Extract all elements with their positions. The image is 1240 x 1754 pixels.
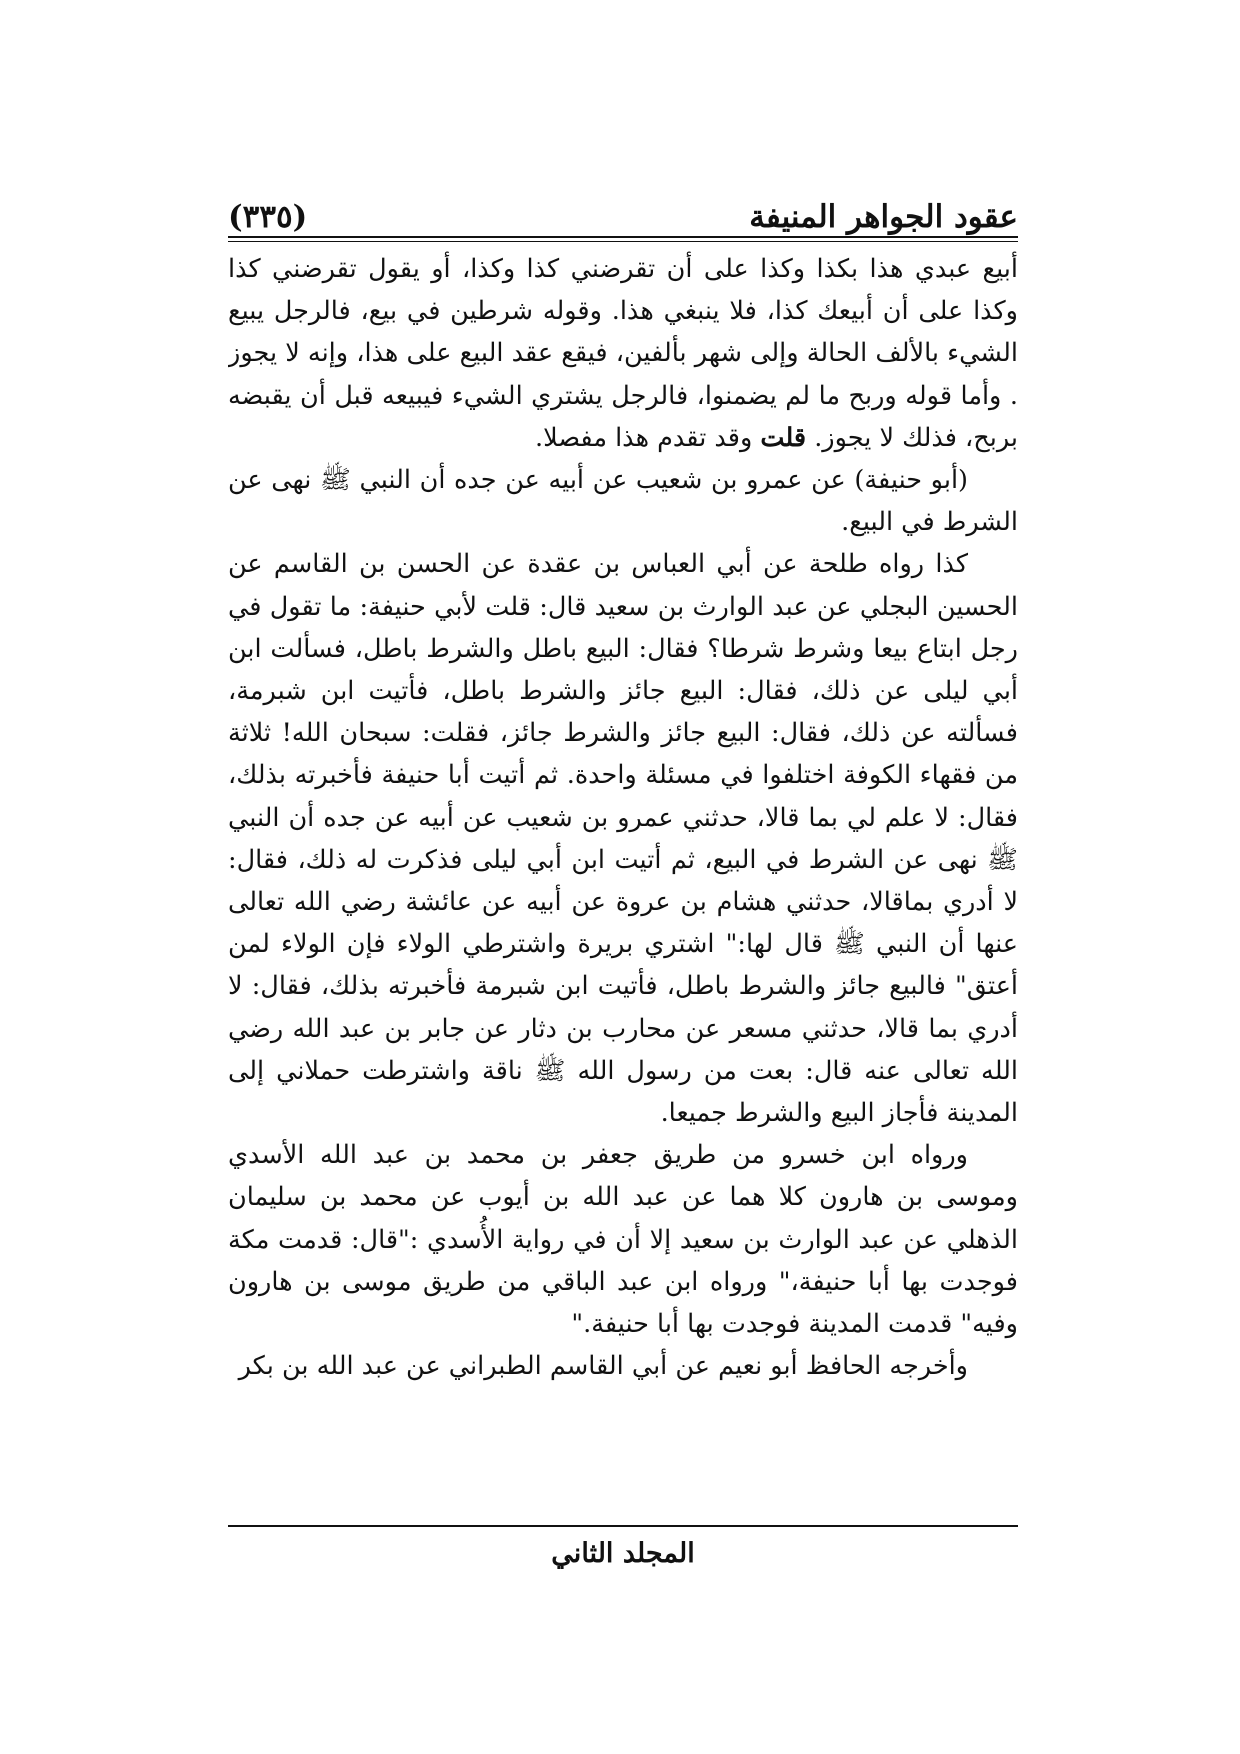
paragraph-1-text: أبيع عبدي هذا بكذا وكذا على أن تقرضني كذا وكذا، أو يقول تقرضني كذا وكذا على أن أبيعك كذا، فلا ينبغي هذا. وقوله شرطين في بيع، فالرجل يبيع الشيء بالألف الحالة وإلى شهر بألفين، فيقع عقد البيع على هذا، وإنه لا يجوز . وأما قوله وربح ما لم يضمنوا، فالرجل يشتري الشيء فيبيعه قبل أن يقبضه بربح، فذلك لا يجوز. [228,254,1018,453]
bold-qultu: قلت [760,422,807,453]
paragraph-2: (أبو حنيفة) عن عمرو بن شعيب عن أبيه عن جده أن النبي ﷺ نهى عن الشرط في البيع. [228,465,1018,538]
volume-footer: المجلد الثاني [551,1538,695,1569]
footer-rule [228,1525,1018,1527]
paragraph-3: كذا رواه طلحة عن أبي العباس بن عقدة عن الحسن بن القاسم عن الحسين البجلي عن عبد الوارث بن سعيد قال: قلت لأبي حنيفة: ما تقول في رجل ابتاع بيعا وشرط شرطا؟ فقال: البيع باطل والشرط باطل، فسألت ابن أبي ليلى عن ذلك، فقال: البيع جائز والشرط باطل، فأتيت ابن شبرمة، فسألته عن ذلك، فقال: البيع جائز والشرط جائز، فقلت: سبحان الله! ثلاثة من فقهاء الكوفة اختلفوا في مسئلة واحدة. ثم أتيت أبا حنيفة فأخبرته بذلك، فقال: لا علم لي بما قالا، حدثني عمرو بن شعيب عن أبيه عن جده أن النبي ﷺ نهى عن الشرط في البيع، ثم أتيت ابن أبي ليلى فذكرت له ذلك، فقال: لا أدري بماقالا، حدثني هشام بن عروة عن أبيه عن عائشة رضي الله تعالى عنها أن النبي ﷺ قال لها:" اشتري بريرة واشترطي الولاء فإن الولاء لمن أعتق" فالبيع جائز والشرط باطل، فأتيت ابن شبرمة فأخبرته بذلك، فقال: لا أدري بما قالا، حدثني مسعر عن محارب بن دثار عن جابر بن عبد الله رضي الله تعالى عنه قال: بعت من رسول الله ﷺ ناقة واشترطت حملاني إلى المدينة فأجاز البيع والشرط جميعا. [228,549,1018,1129]
paragraph-4: ورواه ابن خسرو من طريق جعفر بن محمد بن عبد الله الأسدي وموسى بن هارون كلا هما عن عبد الله بن أيوب عن محمد بن سليمان الذهلي عن عبد الوارث بن سعيد إلا أن في رواية الأُسدي :"قال: قدمت مكة فوجدت بها أبا حنيفة،" ورواه ابن عبد الباقي من طريق موسى بن هارون وفيه" قدمت المدينة فوجدت بها أبا حنيفة." [228,1140,1018,1340]
header-rule-thin [228,241,1018,242]
page-header [228,190,1018,236]
paragraph-1 [228,248,1018,459]
paragraph-5: وأخرجه الحافظ أبو نعيم عن أبي القاسم الطبراني عن عبد الله بن بكر [238,1351,968,1382]
page-body [228,248,1018,1516]
book-title: عقود الجواهر المنيفة [749,199,1018,235]
page-number: (٣٣٥) [228,199,308,235]
header-rule-thick [228,236,1018,238]
paragraph-1-tail: وقد تقدم هذا مفصلا. [535,422,753,453]
